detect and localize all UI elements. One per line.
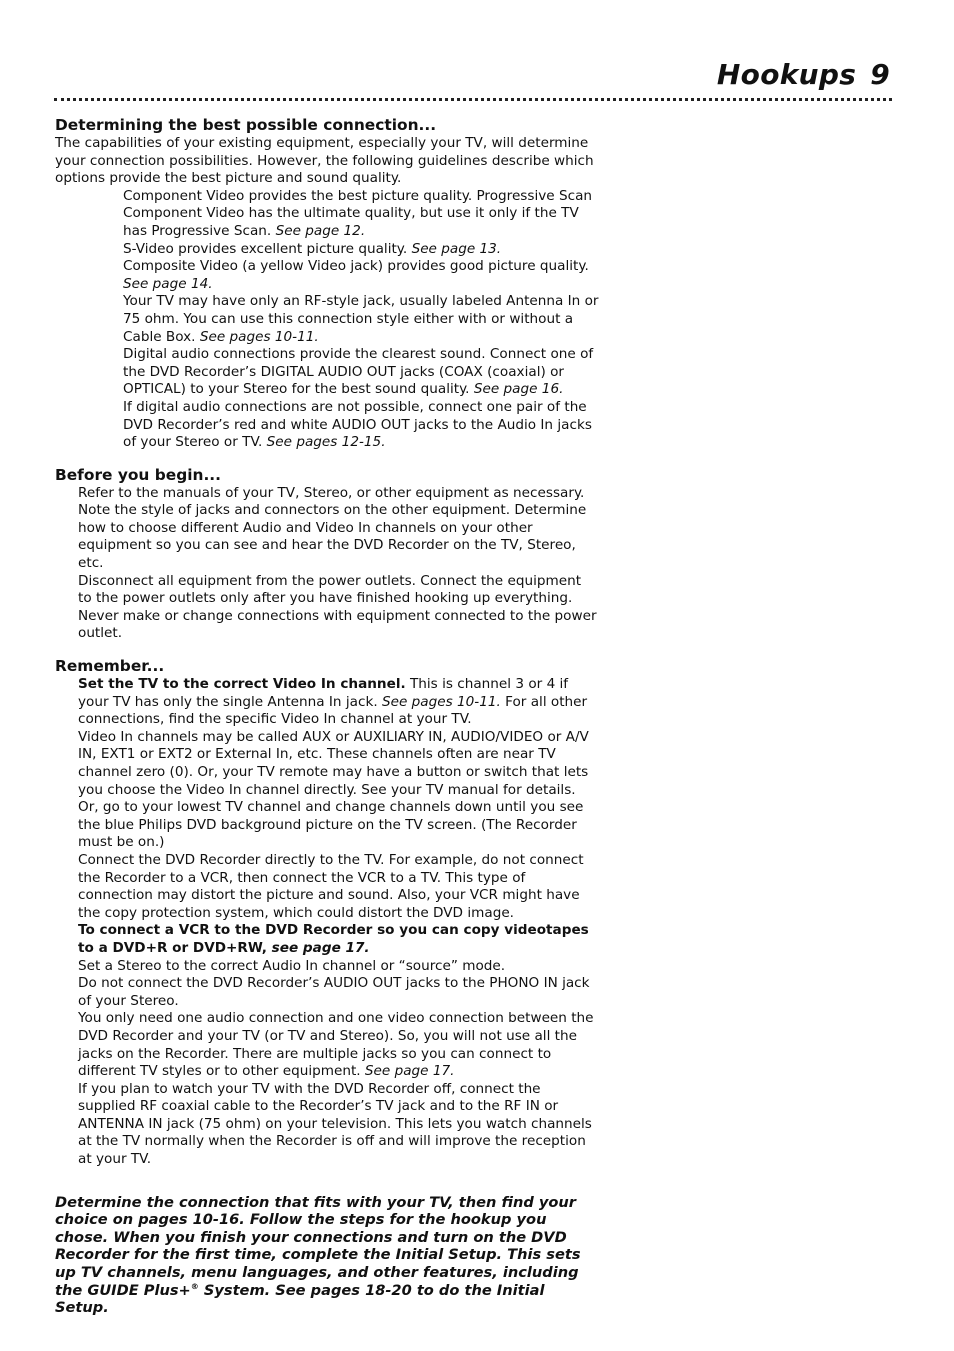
section-best-connection bbox=[55, 116, 603, 452]
list-item: Component Video provides the best picture quality. Progressive Scan Component Video has the ultimate quality, but use it only if the TV has Progressive Scan. See page 12. bbox=[123, 187, 593, 239]
closing-note: Determine the connection that fits with your TV, then find your choice on pages 10-16. Follow the steps for the hookup you chose. When you finish your connections and turn on the DVD Recorder for the first time, complete the Initial Setup. This sets up TV channels, menu languages, and other features, including the GUIDE Plus+® System. See pages 18-20 to do the Initial Setup. bbox=[55, 1193, 581, 1317]
list-item: Video In channels may be called AUX or AUXILIARY IN, AUDIO/VIDEO or A/V IN, EXT1 or EXT2 or External In, etc. These channels often are near TV channel zero (0). Or, your TV remote may have a button or switch that lets you choose the Video In channel directly. See your TV manual for details. bbox=[78, 728, 589, 798]
registered-mark: ® bbox=[190, 1281, 199, 1291]
list-item: Digital audio connections provide the clearest sound. Connect one of the DVD Recorder’s DIGITAL AUDIO OUT jacks (COAX (coaxial) or OPTICAL) to your Stereo for the best sound quality. See page 16. bbox=[123, 346, 594, 398]
list-item: Connect the DVD Recorder directly to the TV. For example, do not connect the Recorder to a VCR, then connect the VCR to a TV. This type of connection may distort the picture and sound. Also, your VCR might have the copy protection system, which could distort the DVD image. bbox=[78, 851, 584, 921]
list-item: Disconnect all equipment from the power outlets. Connect the equipment to the power outlets only after you have finished hooking up everything. Never make or change connections with equipment connected to the power outlet. bbox=[78, 572, 597, 642]
remember-list bbox=[78, 676, 598, 1169]
list-item: Note the style of jacks and connectors on the other equipment. Determine how to choose different Audio and Video In channels on your other equipment so you can see and hear the DVD Recorder on the TV, Stereo, etc. bbox=[78, 502, 587, 572]
list-item: You only need one audio connection and one video connection between the DVD Recorder and your TV (or TV and Stereo). So, you will not use all the jacks on the Recorder. There are multiple jacks so you can connect to different TV styles or to other equipment. See page 17. bbox=[78, 1010, 594, 1080]
list-item: To connect a VCR to the DVD Recorder so you can copy videotapes to a DVD+R or DVD+RW, see page 17. bbox=[78, 922, 589, 956]
list-item: Composite Video (a yellow Video jack) provides good picture quality. See page 14. bbox=[123, 258, 589, 292]
list-item: If digital audio connections are not possible, connect one pair of the DVD Recorder’s red and white AUDIO OUT jacks to the Audio In jacks of your Stereo or TV. See pages 12-15. bbox=[123, 398, 592, 451]
section-heading: Remember... bbox=[55, 657, 165, 676]
section-title: Hookups bbox=[716, 58, 857, 91]
list-item: Refer to the manuals of your TV, Stereo, or other equipment as necessary. bbox=[78, 484, 585, 501]
list-item: If you plan to watch your TV with the DVD Recorder off, connect the supplied RF coaxial cable to the Recorder’s TV jack and to the RF IN or ANTENNA IN jack (75 ohm) on your television. This lets you watch channels at the TV normally when the Recorder is off and will improve the reception at your TV. bbox=[78, 1080, 592, 1168]
section-heading: Determining the best possible connection... bbox=[55, 116, 437, 134]
list-item: S-Video provides excellent picture quality. See page 13. bbox=[123, 240, 502, 257]
list-item: Or, go to your lowest TV channel and change channels down until you see the blue Philips DVD background picture on the TV screen. (The Recorder must be on.) bbox=[78, 799, 584, 851]
dotted-divider bbox=[54, 98, 892, 101]
page-number: 9 bbox=[870, 58, 890, 91]
page-content bbox=[55, 116, 603, 1317]
list-item: Set the TV to the correct Video In channel. This is channel 3 or 4 if your TV has only the single Antenna In jack. See pages 10-11. For all other connections, find the specific Video In channel at your TV. bbox=[78, 676, 588, 728]
list-item: Set a Stereo to the correct Audio In channel or “source” mode. bbox=[78, 957, 506, 974]
section-remember bbox=[55, 657, 603, 1169]
section-before-you-begin bbox=[55, 466, 603, 643]
list-item: Your TV may have only an RF-style jack, usually labeled Antenna In or 75 ohm. You can use this connection style either with or without a Cable Box. See pages 10-11. bbox=[123, 293, 599, 345]
instruction-list bbox=[78, 485, 598, 643]
list-item: Do not connect the DVD Recorder’s AUDIO OUT jacks to the PHONO IN jack of your Stereo. bbox=[78, 975, 590, 1009]
section-intro: The capabilities of your existing equipment, especially your TV, will determine your connection possibilities. However, the following guidelines describe which options provide the best picture and sound quality. bbox=[55, 135, 594, 187]
section-heading: Before you begin... bbox=[55, 465, 221, 484]
page-header bbox=[54, 56, 892, 104]
page-title bbox=[717, 58, 890, 91]
guideline-list bbox=[123, 188, 601, 452]
